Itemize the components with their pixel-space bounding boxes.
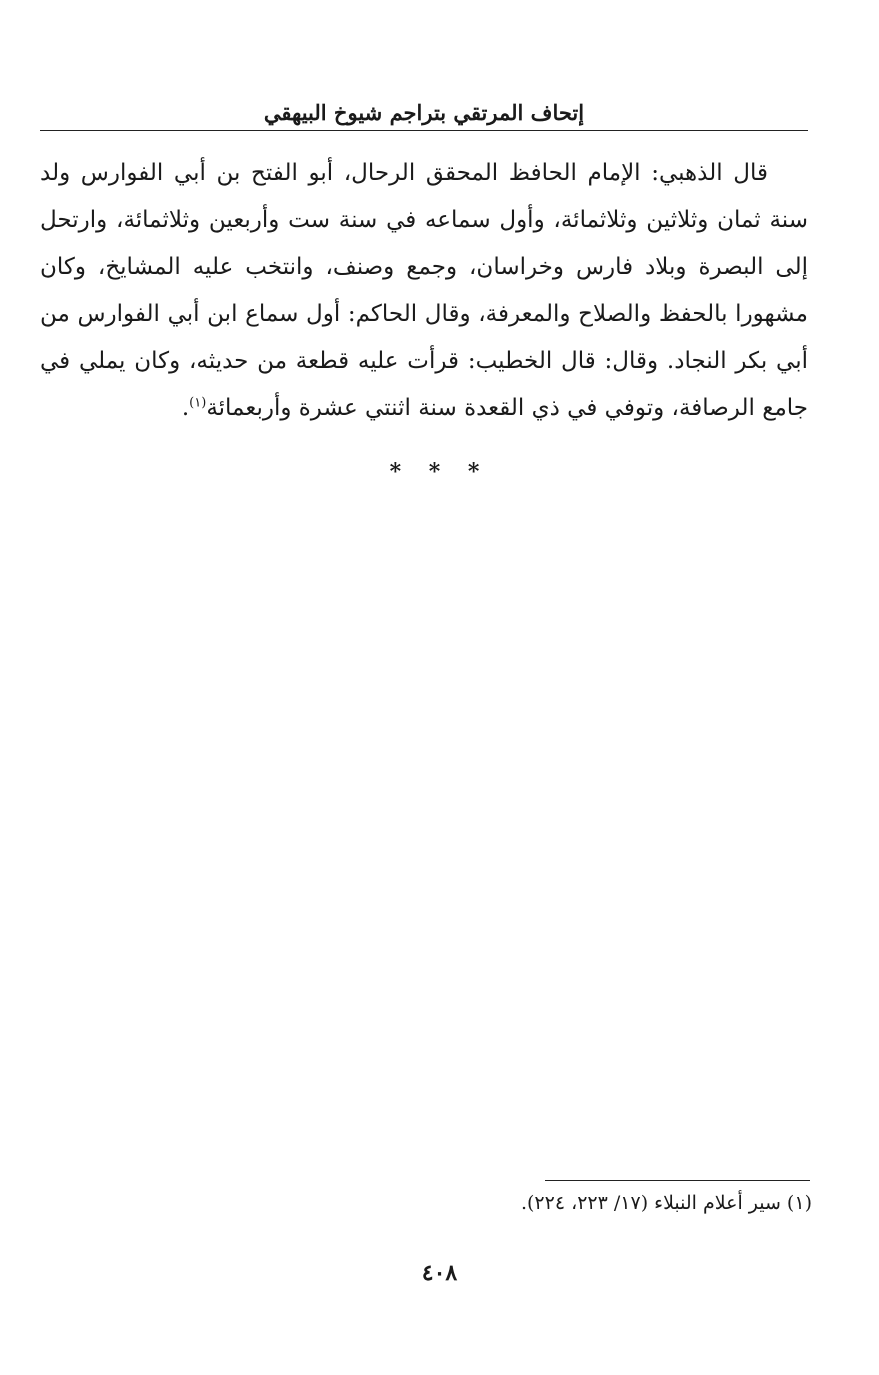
footnote: (١) سير أعلام النبلاء (١٧/ ٢٢٣، ٢٢٤). [520,1192,812,1214]
header-rule [40,130,808,131]
main-text [40,150,808,432]
footnote-rule [545,1180,810,1181]
running-header: إتحاف المرتقي بتراجم شيوخ البيهقي [263,100,585,125]
paragraph-text: قال الذهبي: الإمام الحافظ المحقق الرحال، أبو الفتح بن أبي الفوارس ولد سنة ثمان وثلاثين وثلاثمائة، وأول سماعه في سنة ست وأربعين وثلاثمائة، وارتحل إلى البصرة وبلاد فارس وخراسان، وجمع وصنف، وانتخب عليه المشايخ، وكان مشهورا بالحفظ والصلاح والمعرفة، وقال الحاكم: أول سماع ابن أبي الفوارس من أبي بكر النجاد. وقال: قال الخطيب: قرأت عليه قطعة من حديثه، وكان يملي في جامع الرصافة، وتوفي في ذي القعدة سنة اثنتي عشرة وأربعمائة [40,160,808,421]
paragraph-end-punct: . [181,395,190,421]
footnote-marker: (١) [189,395,207,411]
page-number: ٤٠٨ [421,1260,458,1286]
section-separator: * * * [389,459,490,485]
biography-paragraph [40,150,808,432]
